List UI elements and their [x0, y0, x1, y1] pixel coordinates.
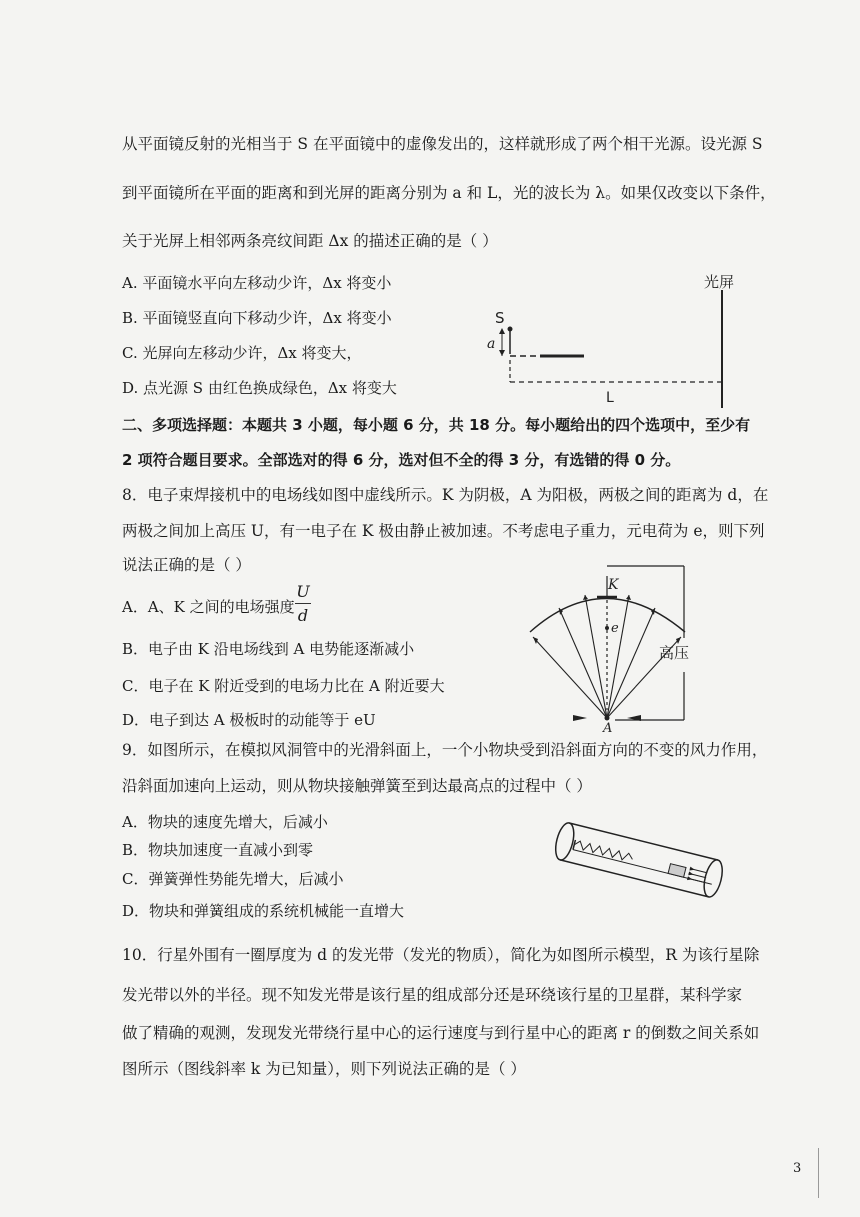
high-voltage-label: 高压 — [659, 644, 690, 662]
q8-option-b: B．电子由 K 沿电场线到 A 电势能逐渐减小 — [122, 640, 415, 658]
q8-line-3: 说法正确的是（ ） — [122, 556, 251, 574]
electric-field-figure — [525, 560, 695, 735]
q9-option-b: B．物块加速度一直减小到零 — [122, 841, 314, 859]
q10-line-3: 做了精确的观测，发现发光带绕行星中心的运行速度与到行星中心的距离 r 的倒数之间关系如 — [122, 1024, 760, 1042]
intro-line-2: 到平面镜所在平面的距离和到光屏的距离分别为 a 和 L，光的波长为 λ。如果仅改变以下条件， — [122, 184, 776, 202]
distance-L-label: L — [606, 390, 614, 406]
q9-line-2: 沿斜面加速向上运动，则从物块接触弹簧至到达最高点的过程中（ ） — [122, 777, 592, 795]
page-number: 3 — [793, 1161, 802, 1176]
scan-edge-line — [818, 1148, 819, 1198]
source-label: S — [495, 309, 505, 327]
lloyd-mirror-figure — [470, 260, 740, 410]
intro-line-1: 从平面镜反射的光相当于 S 在平面镜中的虚像发出的，这样就形成了两个相干光源。设光源 S — [122, 135, 763, 153]
q7-option-a: A. 平面镜水平向左移动少许，Δx 将变小 — [122, 274, 392, 292]
q10-line-2: 发光带以外的半径。现不知发光带是该行星的组成部分还是环绕该行星的卫星群，某科学家 — [122, 986, 743, 1004]
screen-label: 光屏 — [704, 273, 735, 291]
q8-option-d: D．电子到达 A 极板时的动能等于 eU — [122, 711, 376, 729]
intro-line-3: 关于光屏上相邻两条亮纹间距 Δx 的描述正确的是（ ） — [122, 232, 498, 250]
q9-option-d: D．物块和弹簧组成的系统机械能一直增大 — [122, 902, 405, 920]
distance-a-label: a — [487, 336, 496, 352]
electron-label: e — [611, 621, 619, 636]
q8-line-1: 8．电子束焊接机中的电场线如图中虚线所示。K 为阴极，A 为阳极，两极之间的距离为 d，在 — [122, 486, 769, 504]
cathode-label: K — [608, 577, 619, 593]
field-fraction-denominator: d — [297, 606, 309, 625]
wind-tunnel-figure — [548, 820, 728, 920]
q10-line-1: 10．行星外围有一圈厚度为 d 的发光带（发光的物质），简化为如图所示模型，R 为该行星除 — [122, 946, 760, 964]
q7-option-b: B. 平面镜竖直向下移动少许，Δx 将变小 — [122, 309, 392, 327]
fraction-bar — [295, 603, 311, 604]
q7-option-d: D. 点光源 S 由红色换成绿色，Δx 将变大 — [122, 379, 397, 397]
field-fraction-numerator: U — [296, 582, 310, 601]
q10-line-4: 图所示（图线斜率 k 为已知量），则下列说法正确的是（ ） — [122, 1060, 526, 1078]
q8-option-c: C．电子在 K 附近受到的电场力比在 A 附近要大 — [122, 677, 445, 695]
q8-line-2: 两极之间加上高压 U，有一电子在 K 极由静止被加速。不考虑电子重力，元电荷为 e，则下列 — [122, 522, 765, 540]
anode-label: A — [603, 721, 613, 736]
q9-option-a: A．物块的速度先增大，后减小 — [122, 813, 328, 831]
block — [668, 864, 686, 878]
q9-line-1: 9．如图所示，在模拟风洞管中的光滑斜面上，一个小物块受到沿斜面方向的不变的风力作用， — [122, 741, 768, 759]
tube-right-end — [701, 858, 726, 899]
q8-option-a: A．A、K 之间的电场强度 — [122, 598, 295, 616]
anode-point — [605, 716, 610, 721]
tube-left-end — [552, 821, 577, 862]
spring — [573, 840, 633, 862]
section-2-line-1: 二、多项选择题：本题共 3 小题，每小题 6 分，共 18 分。每小题给出的四个选项中，至少有 — [122, 416, 751, 434]
section-2-line-2: 2 项符合题目要求。全部选对的得 6 分，选对但不全的得 3 分，有选错的得 0 分。 — [122, 451, 681, 469]
q9-option-c: C．弹簧弹性势能先增大，后减小 — [122, 870, 344, 888]
q7-option-c: C. 光屏向左移动少许，Δx 将变大， — [122, 344, 362, 362]
